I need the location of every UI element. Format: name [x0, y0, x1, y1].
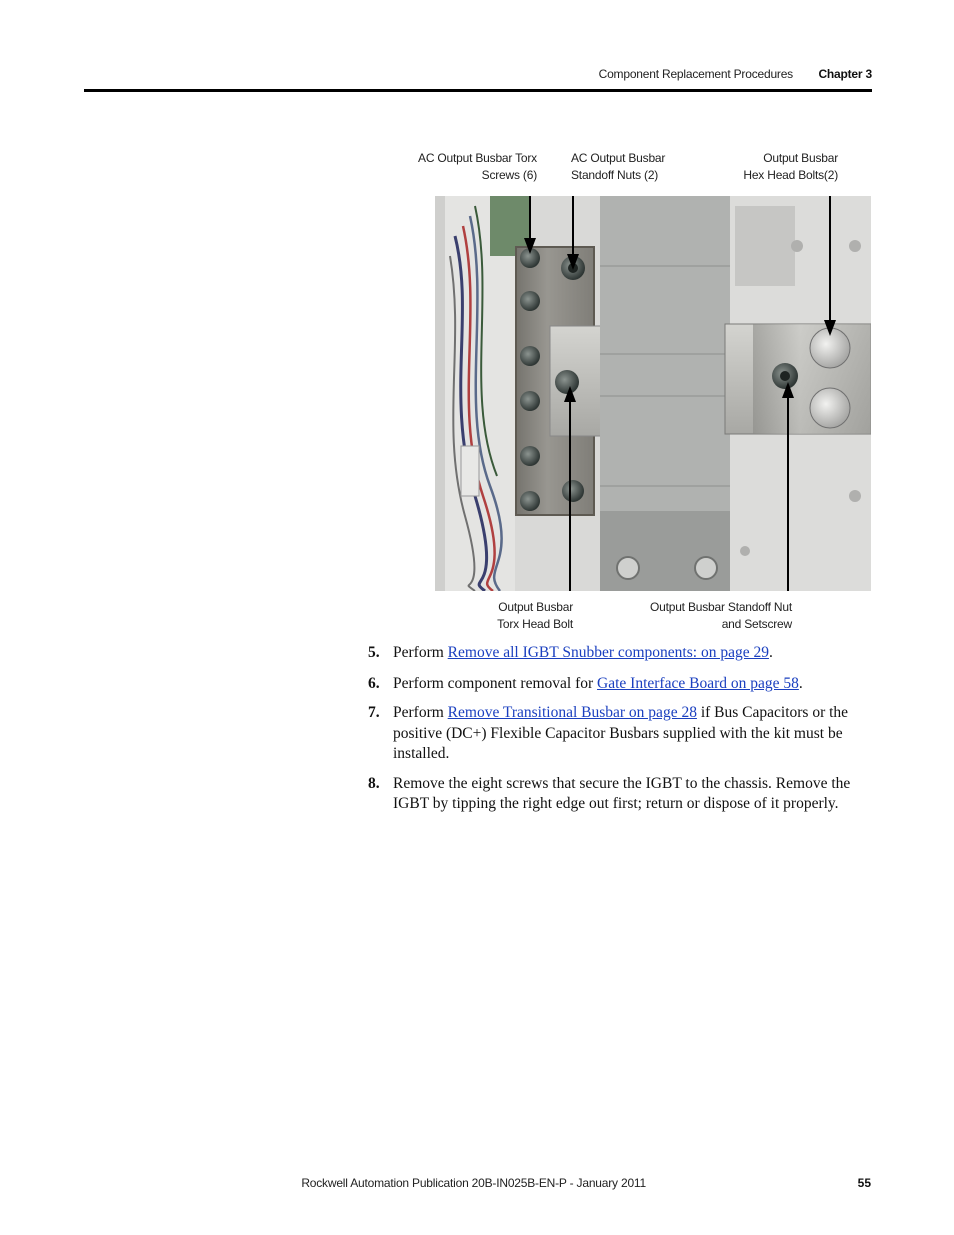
step-number: 8.	[368, 774, 380, 792]
step-7	[368, 703, 868, 765]
igbt-busbar-photo	[435, 196, 871, 591]
step-text-end: .	[798, 674, 803, 692]
link-remove-igbt-snubber[interactable]: Remove all IGBT Snubber components: on page 29	[447, 644, 769, 661]
step-5	[368, 643, 868, 664]
header-section-title: Component Replacement Procedures	[598, 67, 793, 81]
link-gate-interface-board[interactable]: Gate Interface Board on page 58	[597, 674, 799, 692]
step-text: Perform	[393, 644, 448, 661]
step-text-end: .	[768, 644, 773, 661]
callout-torx-screws: AC Output Busbar Torx Screws (6)	[418, 151, 537, 182]
step-6	[368, 674, 868, 695]
header-rule	[84, 89, 872, 92]
step-text-end: if Bus Capacitors or the positive (DC+) Flexible Capacitor Busbars supplied with the kit must be installed.	[393, 704, 849, 762]
callout-standoff-nut-setscrew: Output Busbar Standoff Nut and Setscrew	[649, 600, 792, 631]
step-text: Perform component removal for	[393, 674, 598, 692]
footer-publication: Rockwell Automation Publication 20B-IN025B-EN-P - January 2011	[301, 1176, 646, 1190]
callout-hex-bolts: Output Busbar Hex Head Bolts(2)	[743, 151, 838, 182]
callout-torx-head-bolt: Output Busbar Torx Head Bolt	[497, 600, 573, 631]
step-8	[368, 774, 868, 815]
step-number: 6.	[368, 674, 380, 692]
step-text: Perform	[393, 704, 448, 721]
procedure-steps	[368, 643, 868, 815]
link-remove-transitional-busbar[interactable]: Remove Transitional Busbar on page 28	[447, 704, 697, 721]
footer-page-number: 55	[857, 1176, 871, 1190]
step-number: 5.	[368, 644, 380, 661]
callout-standoff-nuts: AC Output Busbar Standoff Nuts (2)	[571, 151, 666, 182]
step-text: Remove the eight screws that secure the IGBT to the chassis. Remove the IGBT by tipping the right edge out first; return or dispose of it properly.	[393, 774, 851, 812]
step-number: 7.	[368, 704, 380, 721]
header-chapter: Chapter 3	[818, 67, 872, 81]
